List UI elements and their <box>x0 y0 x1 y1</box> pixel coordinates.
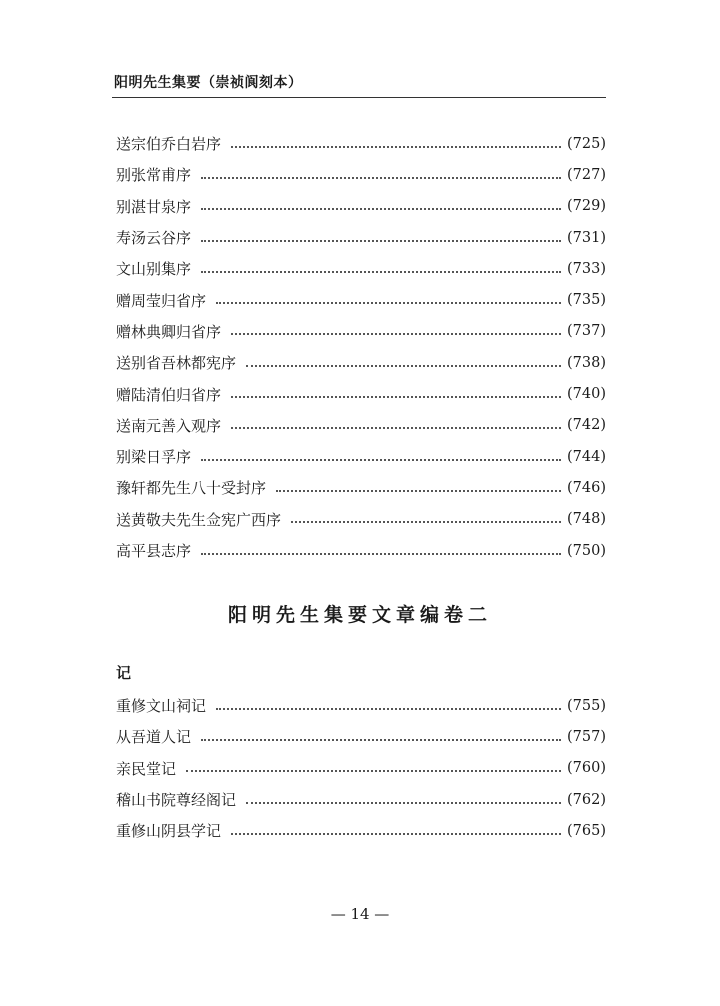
toc-entry-page: (760) <box>567 760 606 777</box>
toc-entry-title: 重修文山祠记 <box>116 697 207 716</box>
toc-leader-dots <box>231 833 561 835</box>
toc-entry-title: 稽山书院尊经阁记 <box>116 791 237 810</box>
toc-leader-dots <box>231 396 561 398</box>
toc-entry-page: (729) <box>567 198 606 215</box>
toc-entry <box>116 284 606 315</box>
toc-entry <box>116 753 606 784</box>
toc-entry-page: (735) <box>567 292 606 309</box>
toc-list-bottom <box>116 690 606 846</box>
toc-entry-title: 高平县志序 <box>116 542 192 560</box>
toc-entry <box>116 472 606 503</box>
toc-entry <box>116 721 606 752</box>
toc-entry <box>116 316 606 347</box>
toc-entry-page: (742) <box>567 417 606 434</box>
toc-entry-title: 文山别集序 <box>116 260 192 279</box>
toc-entry-title: 赠林典卿归省序 <box>116 322 222 341</box>
toc-leader-dots <box>186 770 561 772</box>
header-rule <box>112 97 606 98</box>
toc-entry <box>116 410 606 441</box>
toc-entry-page: (762) <box>567 791 606 808</box>
toc-entry-page: (744) <box>567 448 606 465</box>
toc-entry <box>116 504 606 535</box>
toc-entry-page: (755) <box>567 697 606 714</box>
toc-entry <box>116 159 606 190</box>
toc-leader-dots <box>201 208 561 210</box>
toc-entry-title: 送黄敬夫先生佥宪广西序 <box>116 510 282 529</box>
toc-entry-page: (740) <box>567 386 606 403</box>
toc-entry-page: (757) <box>567 728 606 745</box>
toc-entry-title: 重修山阴县学记 <box>116 822 222 841</box>
toc-entry-page: (765) <box>567 822 606 839</box>
toc-entry <box>116 441 606 472</box>
toc-leader-dots <box>201 459 561 461</box>
toc-entry-title: 寿汤云谷序 <box>116 229 192 248</box>
toc-entry <box>116 347 606 378</box>
section-label: 记 <box>116 664 132 682</box>
toc-entry-title: 送别省吾林都宪序 <box>116 354 237 373</box>
toc-entry-page: (727) <box>567 166 606 183</box>
toc-entry <box>116 784 606 815</box>
volume-heading: 阳明先生集要文章编卷二 <box>227 604 492 626</box>
toc-entry-page: (725) <box>567 135 606 152</box>
toc-entry-title: 别梁日孚序 <box>116 448 192 467</box>
toc-leader-dots <box>201 271 561 273</box>
toc-leader-dots <box>276 490 561 492</box>
toc-leader-dots <box>201 177 561 179</box>
toc-entry-title: 送宗伯乔白岩序 <box>116 135 222 154</box>
toc-leader-dots <box>246 365 561 367</box>
toc-entry-title: 别张常甫序 <box>116 166 192 185</box>
toc-entry <box>116 253 606 284</box>
toc-leader-dots <box>231 333 561 335</box>
toc-entry <box>116 535 606 566</box>
toc-entry-page: (748) <box>567 511 606 528</box>
toc-leader-dots <box>201 553 561 555</box>
toc-entry-page: (750) <box>567 542 606 559</box>
toc-entry-page: (738) <box>567 354 606 371</box>
toc-entry-page: (731) <box>567 229 606 246</box>
toc-entry-title: 赠陆清伯归省序 <box>116 385 222 404</box>
toc-leader-dots <box>246 802 561 804</box>
toc-entry <box>116 378 606 409</box>
toc-entry-page: (733) <box>567 260 606 277</box>
toc-entry-page: (746) <box>567 479 606 496</box>
toc-leader-dots <box>216 302 561 304</box>
toc-leader-dots <box>216 708 561 710</box>
toc-leader-dots <box>231 427 561 429</box>
toc-entry-title: 赠周莹归省序 <box>116 291 207 310</box>
toc-entry-page: (737) <box>567 323 606 340</box>
running-header: 阳明先生集要（崇祯阆刻本） <box>114 75 303 91</box>
toc-entry <box>116 815 606 846</box>
toc-list-top <box>116 128 606 566</box>
toc-entry <box>116 128 606 159</box>
toc-leader-dots <box>291 521 561 523</box>
toc-entry-title: 从吾道人记 <box>116 728 192 747</box>
toc-entry <box>116 191 606 222</box>
toc-entry-title: 亲民堂记 <box>116 759 177 778</box>
toc-entry <box>116 222 606 253</box>
toc-leader-dots <box>201 240 561 242</box>
toc-entry-title: 送南元善入观序 <box>116 416 222 435</box>
toc-entry-title: 别湛甘泉序 <box>116 197 192 216</box>
toc-leader-dots <box>231 146 561 148</box>
toc-entry <box>116 690 606 721</box>
page-number: — 14 — <box>330 905 390 923</box>
toc-leader-dots <box>201 739 561 741</box>
toc-entry-title: 豫轩都先生八十受封序 <box>116 479 267 498</box>
